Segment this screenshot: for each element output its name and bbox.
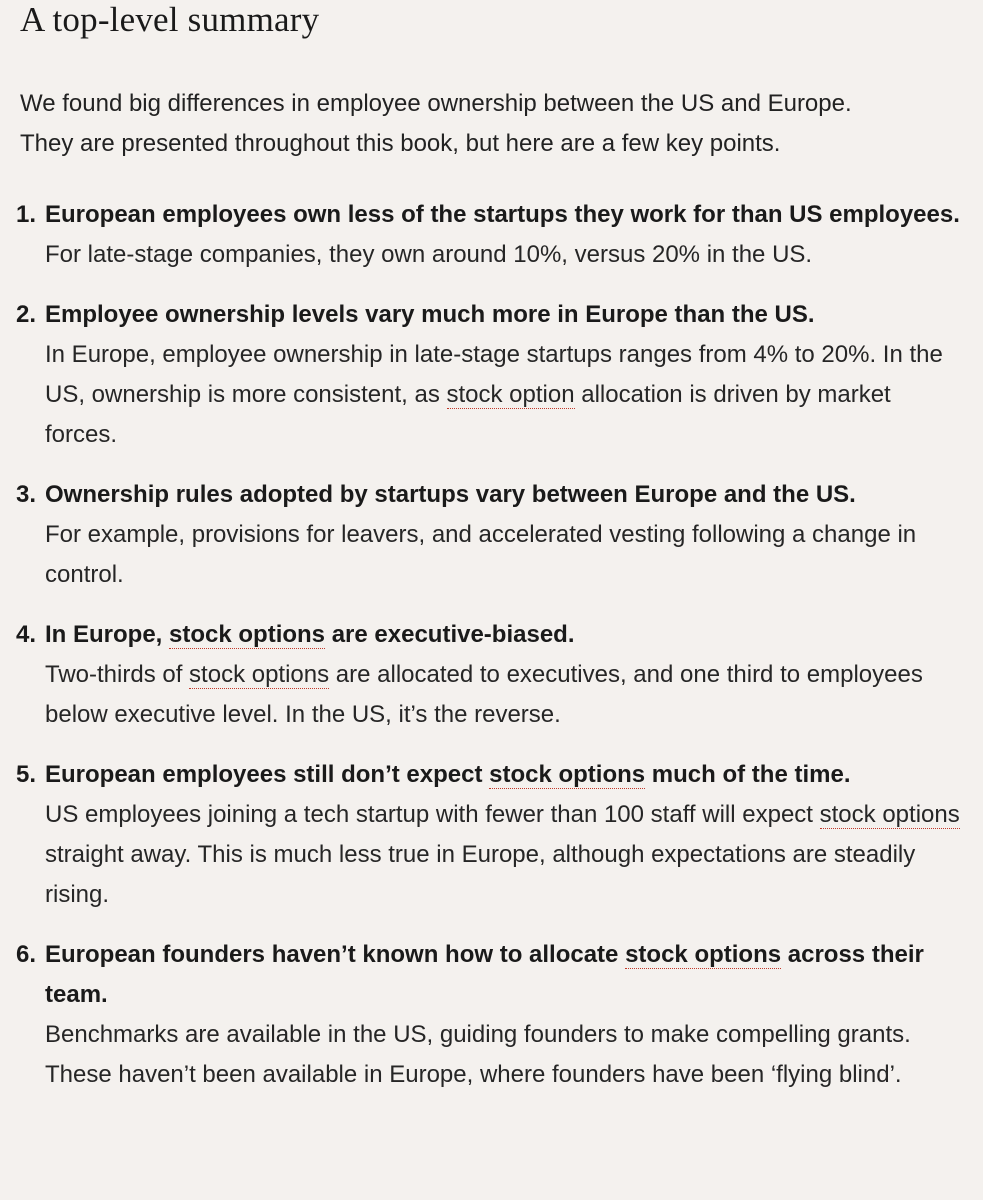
point-heading-text: European employees still don’t expect	[45, 761, 490, 788]
point-heading-text: much of the time.	[645, 761, 851, 788]
list-number: 2.	[16, 301, 37, 328]
point-heading	[45, 615, 965, 655]
list-number: 3.	[16, 481, 37, 508]
point-body-text: In Europe, employee ownership in late-stage startups ranges from 4% to 20%. In the US, ownership is more consistent, as	[45, 341, 943, 408]
point-heading	[45, 935, 965, 1015]
list-number: 6.	[16, 941, 37, 968]
key-point-6	[16, 935, 965, 1095]
point-heading: European employees own less of the startups they work for than US employees.	[45, 201, 960, 228]
summary-section	[16, 0, 965, 1115]
point-heading: Ownership rules adopted by startups vary between Europe and the US.	[45, 481, 856, 508]
key-point-5	[16, 755, 965, 915]
point-body-text: allocation is driven by market forces.	[45, 381, 891, 448]
page-title: A top-level summary	[20, 0, 320, 39]
point-heading-text: European founders haven’t known how to allocate	[45, 941, 626, 968]
key-point-3	[16, 475, 965, 595]
intro-paragraph	[20, 84, 965, 164]
point-body-text: straight away. This is much less true in Europe, although expectations are steadily rising.	[45, 841, 916, 908]
point-body-text: US employees joining a tech startup with fewer than 100 staff will expect	[45, 801, 820, 828]
point-body: For late-stage companies, they own around 10%, versus 20% in the US.	[45, 241, 813, 268]
point-body-text: Two-thirds of	[45, 661, 190, 688]
point-body: For example, provisions for leavers, and accelerated vesting following a change in control.	[45, 521, 917, 588]
list-number: 1.	[16, 201, 37, 228]
intro-line-1: We found big differences in employee ownership between the US and Europe.	[20, 90, 852, 117]
glossary-link-stock-options[interactable]: stock options	[489, 761, 646, 788]
intro-line-2: They are presented throughout this book, but here are a few key points.	[20, 130, 781, 157]
point-heading-text: In Europe,	[45, 621, 170, 648]
point-body	[45, 655, 965, 735]
key-point-1	[16, 195, 965, 275]
glossary-link-stock-options[interactable]: stock options	[169, 621, 326, 648]
glossary-link-stock-options[interactable]: stock options	[819, 801, 960, 828]
list-number: 5.	[16, 761, 37, 788]
list-number: 4.	[16, 621, 37, 648]
point-body: Benchmarks are available in the US, guiding founders to make compelling grants. These haven’t been available in Europe, where founders have been ‘flying blind’.	[45, 1021, 911, 1088]
key-point-2	[16, 295, 965, 455]
point-body	[45, 335, 965, 455]
key-point-4	[16, 615, 965, 735]
point-heading: Employee ownership levels vary much more in Europe than the US.	[45, 301, 815, 328]
glossary-link-stock-options[interactable]: stock options	[189, 661, 330, 688]
glossary-link-stock-option[interactable]: stock option	[446, 381, 575, 408]
key-points-list	[16, 195, 965, 1095]
point-heading-text: are executive-biased.	[325, 621, 575, 648]
point-heading-text: across their team.	[45, 941, 924, 1008]
point-body-text: are allocated to executives, and one third to employees below executive level. In the US, it’s the reverse.	[45, 661, 923, 728]
point-heading	[45, 755, 965, 795]
point-body	[45, 795, 965, 915]
glossary-link-stock-options[interactable]: stock options	[625, 941, 782, 968]
